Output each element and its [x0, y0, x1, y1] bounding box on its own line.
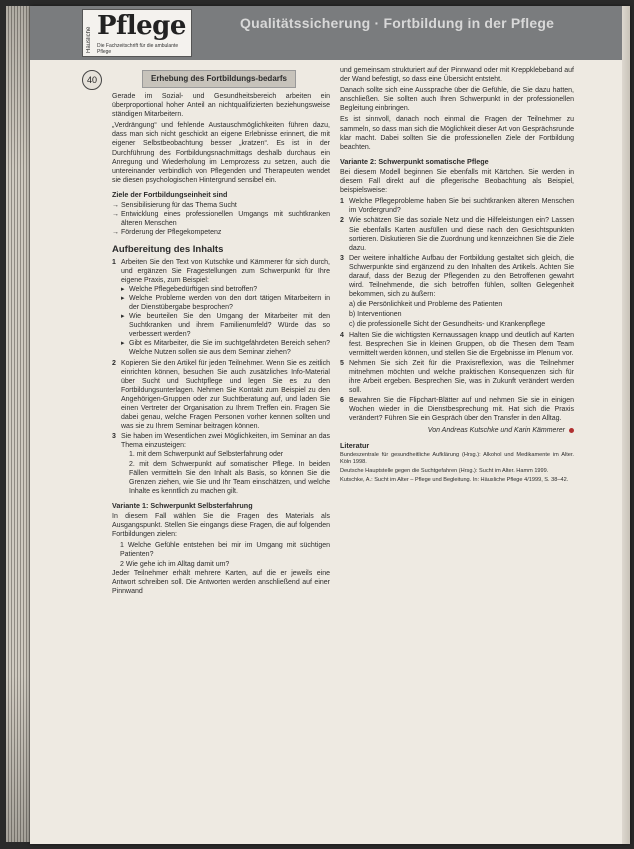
variant-2-item — [340, 331, 574, 358]
step-text: Sie haben im Wesentlichen zwei Möglichkeiten, im Seminar an das Thema einzusteigen: — [121, 433, 330, 450]
variant-2-item — [340, 396, 574, 423]
scan-edge — [622, 6, 630, 844]
option-item: 1. mit dem Schwerpunkt auf Selbsterfahrung oder — [129, 451, 284, 459]
goals-heading: Ziele der Fortbildungseinheit sind — [112, 189, 228, 199]
item-text: Welche Pflegeprobleme haben Sie bei suchtkranken älteren Menschen im Vordergrund? — [349, 198, 574, 215]
left-column — [112, 66, 330, 598]
step-text: Kopieren Sie den Artikel für jeden Teilnehmer. Wenn Sie es zeitlich einrichten können, besuchen Sie auch zusätzliches Info-Material über Sucht und Suchtpflege und legen Sie es zu den Fortbildungsunterlagen. Nehmen Sie Kontakt zum Beispiel zu den Angehörigen-Gruppen oder zur Suchtberatung auf, und laden Sie einen Vertreter der Organisation zu Ihrem Treffen ein. Fragen Sie dabei genau, welche Fragen Personen vorher kennen sollten und was sie zu Ihrem Seminar beitragen können. — [121, 359, 330, 431]
step-item — [112, 258, 330, 358]
item-text: Bewahren Sie die Flipchart-Blätter auf und nehmen Sie sie in einigen Wochen wieder in die Dienstbesprechung mit. Hat sich die Praxis verändert? Führen Sie ein Gespräch über den Transfer in den Alltag. — [349, 397, 574, 423]
item-text: Wie schätzen Sie das soziale Netz und die Hilfeleistungen ein? Lassen Sie ebenfalls Karten ausfüllen und diese nach den Gesichtspunkten sortieren. Diskutieren Sie die Zuordnung und kennzeichnen Sie die Ziele dazu. — [349, 217, 574, 252]
item-text: Halten Sie die wichtigsten Kernaussagen knapp und deutlich auf Karten fest. Besprechen Sie in kleinen Gruppen, ob die Thesen dem Team vermittelt werden können, und stellen Sie die Ergebnisse im Plenum vor. — [349, 331, 574, 357]
variant-2-subitem — [340, 310, 574, 319]
step-number: 1 — [112, 258, 116, 266]
right-paragraph-2: Danach sollte sich eine Aussprache über die Gefühle, die Sie dazu hatten, anschließen. Sie sollten auch Ihren Schwerpunkt in der professionellen Begleitung einbringen. — [340, 87, 574, 113]
item-text: Nehmen Sie sich Zeit für die Praxisreflexion, was die Teilnehmer mitnehmen möchten und welche praktischen Konsequenzen sich für ihre Arbeit ergeben. Besprechen Sie, was in Zukunft verändert werden soll. — [349, 359, 574, 395]
item-number: 3 — [340, 254, 344, 262]
item-text: a) die Persönlichkeit und Probleme des Patienten — [349, 301, 503, 309]
goal-item: → Sensibilisierung für das Thema Sucht — [112, 201, 330, 210]
intro-paragraph-1: Gerade im Sozial- und Gesundheitsbereich arbeiten ein überproportional hoher Anteil an nichtqualifizierten beziehungsweise ständigen Mitarbeitern. — [112, 93, 330, 119]
question-item: ▸ Welche Pflegebedürftigen sind betroffen? — [121, 285, 330, 294]
item-text: c) die professionelle Sicht der Gesundheits- und Krankenpflege — [349, 321, 546, 329]
goal-item: → Förderung der Pflegekompetenz — [112, 228, 330, 237]
item-number: 1 — [340, 198, 344, 206]
variant-1-item: 2 Wie gehe ich im Alltag damit um? — [120, 560, 230, 568]
goals-list — [112, 201, 330, 237]
variant-2-list — [340, 197, 574, 423]
intro-paragraph-2: „Verdrängung“ und fehlende Austauschmöglichkeiten führen dazu, dass man sich nicht geschickt an eigene Erlebnisse erinnert, die mit eigener Selbstbeobachtung besser „kratzen“. Es ist in der Durchführung des Fortbildungsnachmittags deshalb durchaus ein Anregung und Wiederholung im Lernprozess zu setzen, auch die untereinander verbindlich von Pflegenden und Therapeuten wendet sie diesen psychologischen Hintergrund sensibel ein. — [112, 122, 330, 184]
variant-1-close: Jeder Teilnehmer erhält mehrere Karten, auf die er jeweils eine Antwort schreiben soll. Die Antworten werden anschließend auf einer Pinnwand — [112, 569, 330, 595]
variant-2-heading: Variante 2: Schwerpunkt somatische Pflege — [340, 156, 489, 166]
right-column — [340, 66, 574, 486]
item-number: 4 — [340, 331, 344, 339]
variant-1-heading: Variante 1: Schwerpunkt Selbsterfahrung — [112, 500, 253, 510]
variant-2-item — [340, 359, 574, 395]
question-item: ▸ Wie beurteilen Sie den Umgang der Mitarbeiter mit den Suchtkranken und ihrem Familienumfeld? Würde das so verbessert werden? — [121, 312, 330, 339]
option-item: 2. mit dem Schwerpunkt auf somatischer Pflege. In beiden Fällen vermitteln Sie den Inhalt als Basis, so können Sie die Grenzen ziehen, wie Sie und Ihr Team einschätzen, und welche Inhalte es kenntlich zu machen gilt. — [129, 460, 330, 495]
literature-list — [340, 452, 574, 484]
section-heading: Aufbereitung des Inhalts — [112, 244, 224, 256]
question-item: ▸ Gibt es Mitarbeiter, die Sie im suchtgefährdeten Bereich sehen? Welche Nutzen sollen sie aus dem Seminar ziehen? — [121, 339, 330, 357]
goal-item: → Entwicklung eines professionellen Umgangs mit suchtkranken älteren Menschen — [112, 210, 330, 228]
question-item: ▸ Welche Probleme werden von den dort tätigen Mitarbeitern in der Dienstübergabe besprochen? — [121, 294, 330, 312]
author-byline — [340, 426, 574, 435]
step-number: 3 — [112, 433, 116, 441]
step-questions — [121, 285, 330, 358]
steps-list — [112, 258, 330, 496]
step-item — [112, 432, 330, 496]
byline-text: Von Andreas Kutschke und Karin Kämmerer — [427, 427, 565, 435]
variant-2-subitem — [340, 300, 574, 309]
step-text: Arbeiten Sie den Text von Kutschke und Kämmerer für sich durch, und ergänzen Sie Fragestellungen zum Schwerpunkt für Ihre eigene Praxis, zum Beispiel: — [121, 258, 330, 284]
item-number: 5 — [340, 359, 344, 367]
section-title: Qualitätssicherung · Fortbildung in der Pflege — [240, 15, 555, 31]
literature-item: Kutschke, A.: Sucht im Alter – Pflege und Begleitung. In: Häusliche Pflege 4/1999, S. 38–42. — [340, 476, 569, 483]
right-paragraph-3: Es ist sinnvoll, danach noch einmal die Fragen der Teilnehmer zu sammeln, so dass man sich die Möglichkeit dieser Art von Gesprächsrunde klar macht. Dabei sollten Sie die professionellen Ziele der Fortbildung beachten. — [340, 116, 574, 151]
item-text: Der weitere inhaltliche Aufbau der Fortbildung gestaltet sich gleich, die Schwerpunkte sind ergänzend zu den Inhalten des Artikels. Achten Sie darauf, dass der Bezug der Pflegenden zu den Betroffenen gewahrt wird. Teilnehmende, die sich betroffen fühlen, sollten Gelegenheit bekommen, sich zu äußern: — [349, 254, 574, 299]
variant-2-subitem — [340, 320, 574, 329]
step-number: 2 — [112, 359, 116, 367]
item-number: 6 — [340, 397, 344, 405]
end-mark-icon — [569, 428, 574, 433]
magazine-logo — [82, 9, 192, 57]
literature-item: Bundeszentrale für gesundheitliche Aufklärung (Hrsg.): Alkohol und Medikamente im Alter. Köln 1998. — [340, 451, 574, 465]
magazine-page — [30, 6, 630, 844]
page-number: 40 — [82, 70, 102, 90]
literature-item: Deutsche Hauptstelle gegen die Suchtgefahren (Hrsg.): Sucht im Alter. Hamm 1999. — [340, 467, 549, 474]
variant-1-intro: In diesem Fall wählen Sie die Fragen des Materials als Ausgangspunkt. Stellen Sie eingangs diese Fragen, die auf folgenden Fortbildungen zielen: — [112, 513, 330, 539]
variant-2-item — [340, 216, 574, 252]
variant-1-item: 1 Welche Gefühle entstehen bei mir im Umgang mit süchtigen Patienten? — [120, 542, 330, 559]
variant-2-item — [340, 254, 574, 299]
step-item — [112, 359, 330, 432]
variant-2-item — [340, 197, 574, 215]
item-text: b) Interventionen — [349, 311, 402, 319]
logo-subtitle: Die Fachzeitschrift für die ambulante Pflege — [97, 43, 179, 55]
box-title: Erhebung des Fortbildungs-bedarfs — [142, 70, 296, 88]
page-header — [30, 6, 630, 60]
logo-title: Pflege — [97, 11, 186, 41]
right-paragraph-1: und gemeinsam strukturiert auf der Pinnwand oder mit Kreppklebeband auf der Wand befestigt, so dass eine Übersicht entsteht. — [340, 67, 574, 84]
literature-heading: Literatur — [340, 440, 370, 450]
variant-2-intro: Bei diesem Modell beginnen Sie ebenfalls mit Kärtchen. Sie werden in diesem Fall direkt auf die pflegerische Beobachtung als Beispiel, beispielsweise: — [340, 168, 574, 195]
logo-small-text: Häusliche — [86, 26, 92, 53]
item-number: 2 — [340, 217, 344, 225]
